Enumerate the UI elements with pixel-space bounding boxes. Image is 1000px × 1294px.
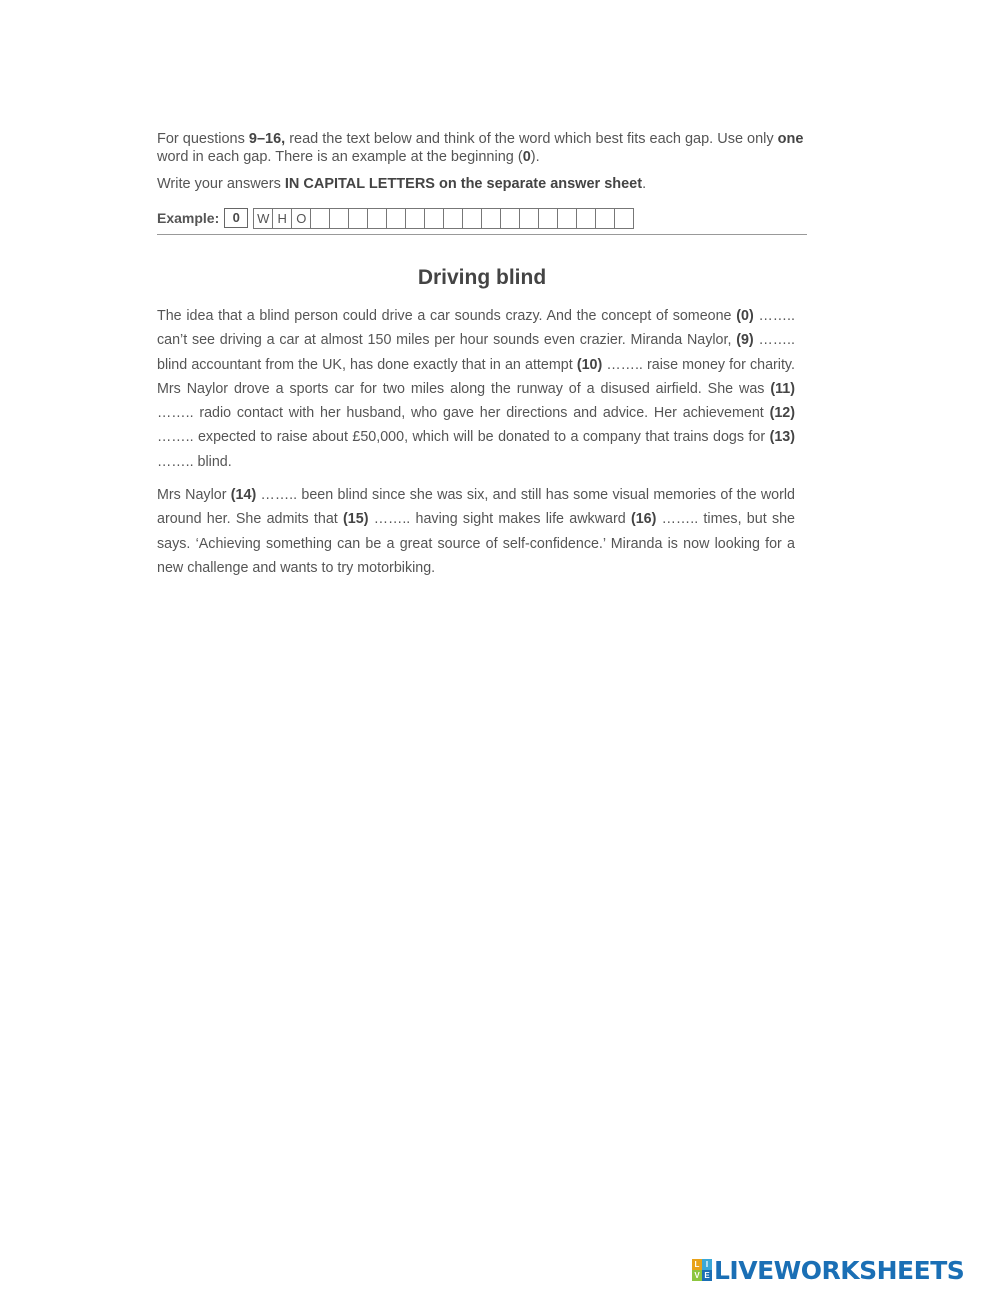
- instr-text: ).: [530, 149, 540, 165]
- instr-bold: 9–16,: [248, 131, 286, 147]
- paragraph-text: The idea that a blind person could drive a car sounds crazy. And the concept of someone: [157, 308, 737, 324]
- gap-number: (9): [736, 332, 754, 349]
- gap-number: (14): [230, 487, 257, 504]
- example-letter-box: [310, 208, 329, 229]
- paragraph-text: …….. been blind since she was six, and still has some visual memories of the world around her. She admits that: [157, 487, 796, 528]
- instr-text: read the text below and think of the word which best fits each gap. Use only: [285, 131, 778, 147]
- example-letter-box: [557, 208, 576, 229]
- example-letter-box: [348, 208, 367, 229]
- instructions-line-2: [157, 175, 807, 193]
- instr-bold: one: [777, 131, 804, 147]
- logo-icon-letter: L: [692, 1259, 702, 1270]
- example-letter-box: [386, 208, 405, 229]
- example-letter-box: [329, 208, 348, 229]
- paragraph-text: …….. expected to raise about £50,000, which will be donated to a company that trains dogs for: [157, 429, 770, 446]
- example-number-box: 0: [224, 208, 248, 228]
- paragraph-text: …….. radio contact with her husband, who gave her directions and advice. Her achievement: [157, 405, 770, 422]
- paragraph-text: Mrs Naylor: [157, 487, 231, 504]
- example-letter-box: [595, 208, 614, 229]
- paragraph-text: …….. having sight makes life awkward: [368, 511, 631, 528]
- paragraph-text: …….. blind accountant from the UK, has done exactly that in an attempt: [157, 332, 796, 373]
- liveworksheets-logo: [692, 1256, 964, 1284]
- gap-number: (11): [770, 380, 795, 397]
- example-letter-box: [538, 208, 557, 229]
- logo-text: LIVEWORKSHEETS: [714, 1255, 965, 1285]
- paragraph-text: …….. can’t see driving a car at almost 150 miles per hour sounds even crazier. Miranda Naylor,: [157, 308, 795, 349]
- instr-bold: 0: [522, 149, 531, 165]
- example-letter-box: [500, 208, 519, 229]
- live-logo-icon: [692, 1259, 712, 1281]
- example-letter-box: [405, 208, 424, 229]
- example-letter-box: [443, 208, 462, 229]
- example-letter-box: [424, 208, 443, 229]
- paragraph-1: [157, 304, 795, 474]
- instr-text: .: [642, 176, 647, 192]
- instr-text: word in each gap. There is an example at the beginning (: [157, 149, 523, 165]
- gap-number: (15): [343, 511, 369, 528]
- paragraph-text: …….. blind.: [157, 453, 232, 470]
- example-answer-boxes: [253, 208, 634, 229]
- example-letter-box: W: [253, 208, 272, 229]
- example-letter-box: [481, 208, 500, 229]
- gap-number: (16): [630, 511, 657, 528]
- example-letter-box: [614, 208, 634, 229]
- divider: [157, 234, 807, 235]
- example-letter-box: [367, 208, 386, 229]
- gap-number: (10): [576, 356, 603, 373]
- example-label: Example:: [157, 210, 220, 226]
- example-letter-box: [462, 208, 481, 229]
- logo-icon-letter: I: [702, 1259, 712, 1270]
- text-title: Driving blind: [417, 266, 547, 289]
- worksheet: [157, 130, 807, 589]
- instructions-line-1: [157, 130, 807, 166]
- example-row: [157, 207, 807, 229]
- logo-icon-letter: E: [702, 1270, 712, 1281]
- paragraph-text: …….. raise money for charity. Mrs Naylor drove a sports car for two miles along the runway of a disused airfield. She was: [157, 356, 795, 397]
- logo-icon-letter: V: [692, 1270, 702, 1281]
- gap-number: (13): [769, 429, 795, 446]
- instr-text: Write your answers: [157, 176, 285, 192]
- paragraph-text: …….. times, but she says. ‘Achieving something can be a great source of self-confidence.’ Miranda is now looking for a new challenge and wants to try motorbiking.: [157, 511, 795, 576]
- example-letter-box: O: [291, 208, 310, 229]
- example-letter-box: H: [272, 208, 291, 229]
- example-letter-box: [519, 208, 538, 229]
- instr-bold: IN CAPITAL LETTERS on the separate answer sheet: [284, 176, 643, 192]
- gap-number: (0): [736, 308, 754, 324]
- example-letter-box: [576, 208, 595, 229]
- instr-text: For questions: [157, 131, 249, 147]
- gap-number: (12): [769, 405, 795, 422]
- paragraph-2: [157, 483, 795, 580]
